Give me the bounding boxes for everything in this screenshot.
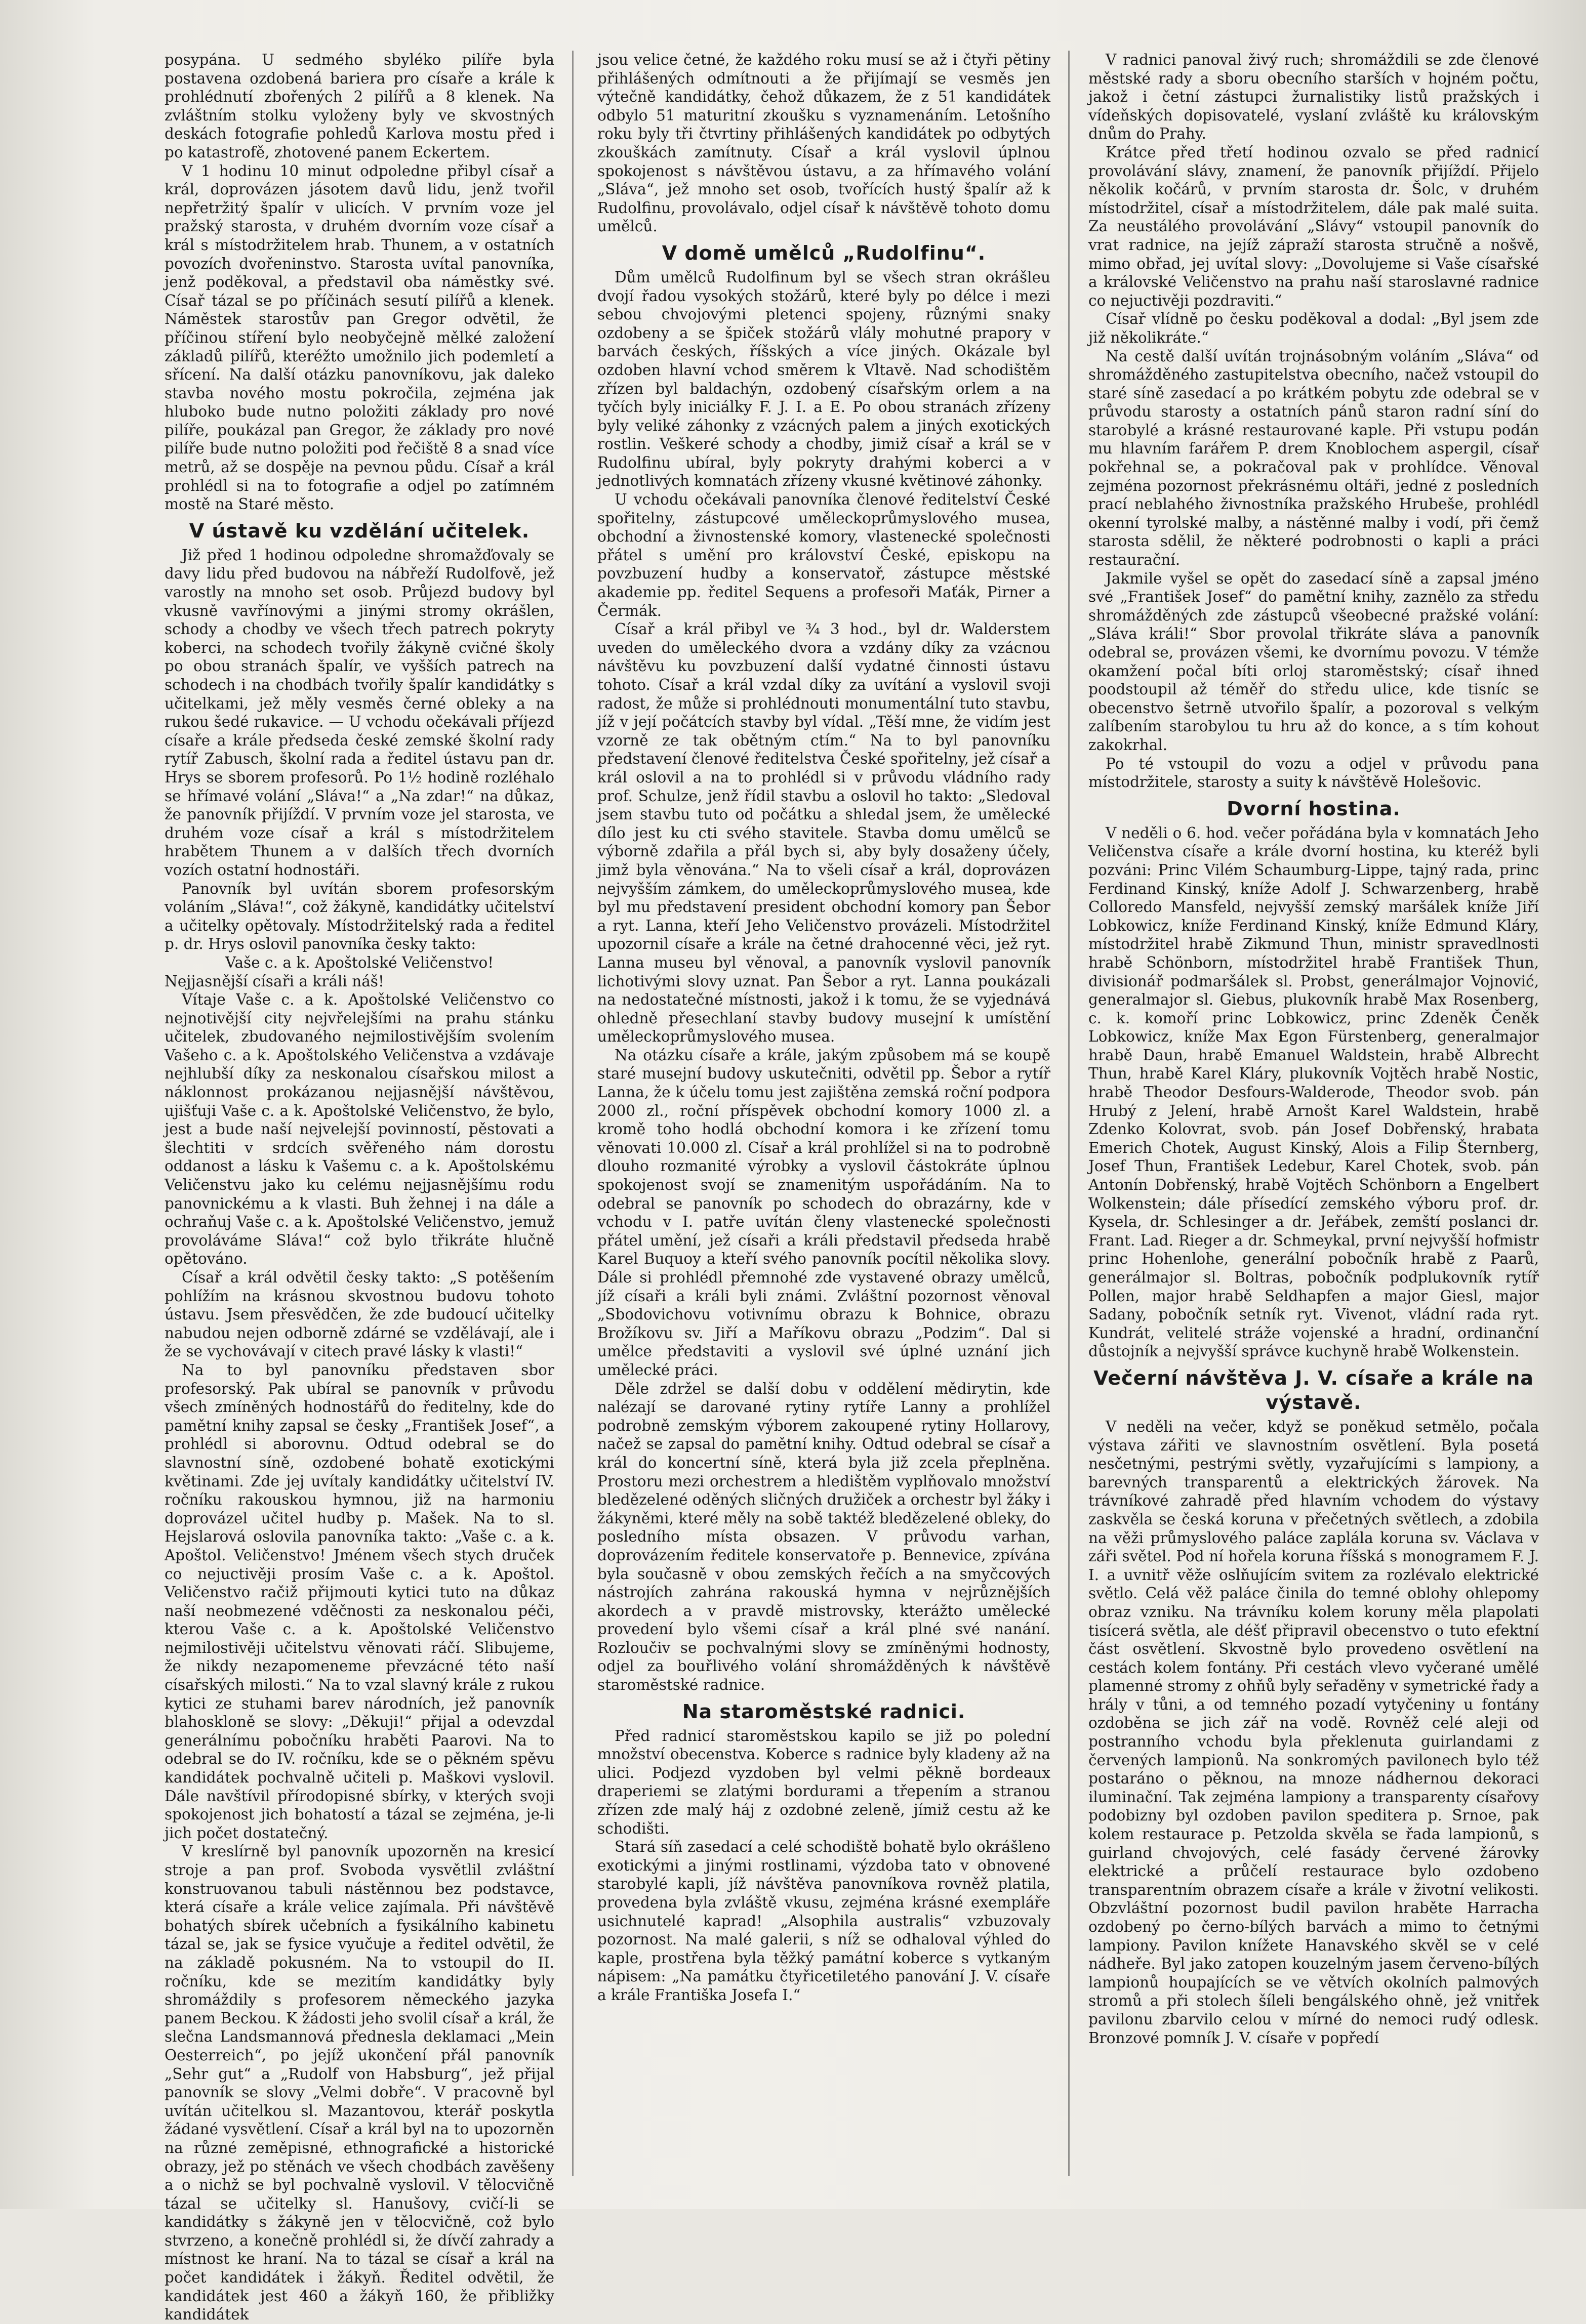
section-heading: V ústavě ku vzdělání učitelek. [189, 519, 530, 542]
section-heading: Večerní návštěva J. V. císaře a krále na výstavě. [1093, 1366, 1534, 1414]
paragraph: Vítaje Vaše c. a k. Apoštolské Veličenstvo co nejnotivější city nejvřelejšími na prahu stánku učitelek, zbudovaného nejmilostivějším svolením Vašeho c. a k. Apoštolského Veličenstva a vzdávaje nejhlubší díky za neskonalou císařskou milost a náklonnost prokázanou nejjasnější návštěvou, ujišťuji Vaše c. a k. Apoštolské Veličenstvo, že bylo, jest a bude naší nejvelejší povinností, pěstovati a šlechtiti v srdcích svěřeného nám dorostu oddanost a lásku k Vašemu c. a k. Apoštolskému Veličenstvu jako ku celému nejjasnějšímu rodu panovnickému a k vlasti. Buh žehnej i na dále a ochraňuj Vaše c. a k. Apoštolské Veličenstvo, jemuž provoláváme Sláva!“ což bylo třikráte hlučně opětováno. [165, 991, 554, 1268]
paragraph: Již před 1 hodinou odpoledne shromažďovaly se davy lidu před budovou na nábřeží Rudolfově, jež varostly na mnoho set osob. Průjezd budovy byl vkusně vavřínovými a jinými stromy okrášlen, schody a chodby ve všech třech patrech pokryty koberci, na schodech tvořily žákyně cvičné školy po obou stranách špalír, ve vyšších patrech na schodech i na chodbách tvořily špalír kandidátky s učitelkami, jež měly vesměs černé obleky a na rukou šedé rukavice. — U vchodu očekávali příjezd císaře a krále předseda české zemské školní rady rytíř Zabusch, školní rada a ředitel ústavu pan dr. Hrys se sborem profesorů. Po 1½ hodině rozléhalo se hřímavé volání „Sláva!“ a „Na zdar!“ na důkaz, že panovník přijíždí. V prvním voze jel starosta, ve druhém voze císař a král s místodržitelem hrabětem Thunem a v dalších třech dvorních vozích ostatní hodnostáři. [165, 546, 554, 879]
paragraph: Jakmile vyšel se opět do zasedací síně a zapsal jméno své „František Josef“ do pamětní knihy, zaznělo za středu shromážděných zde zástupců všeobecné pražské volání: „Sláva králi!“ Sbor provolal třikráte sláva a panovník odebral se, provázen všemi, ke dvornímu povozu. V témže okamžení počal bíti orloj staroměstský; císař ihned poodstoupil až téměř do středu ulice, kde tisníc se obecenstvo šetrně utvořilo špalír, a pozoroval s velkým zalíbením starobylou tu hru až do konce, a s tím kohout zakokrhal. [1088, 569, 1539, 754]
column-rule [572, 51, 574, 2176]
paragraph: V kreslírně byl panovník upozorněn na kresicí stroje a pan prof. Svoboda vysvětlil zvláštní konstruovanou tabuli nástěnnou bez podstavce, která císaře a krále velice zajímala. Při návštěvě bohatých sbírek učebních a fysikálního kabinetu tázal se, jak se fysice vyučuje a ředitel odvětil, že na základě pokusném. Na to vstoupil do II. ročníku, kde se mezitím kandidátky byly shromáždily s profesorem německého jazyka panem Beckou. K žádosti jeho svolil císař a král, že slečna Landsmannová přednesla deklamaci „Mein Oesterreich“, po jejíž ukončení přál panovník „Sehr gut“ a „Rudolf von Habsburg“, jež přijal panovník se slovy „Velmi dobře“. V pracovně byl uvítán učitelkou sl. Mazantovou, kterář poskytla žádané vysvětlení. Císař a král byl na to upozorněn na různé zeměpisné, ethnografické a historické obrazy, jež po stěnách ve všech chodbách zavěšeny a o nichž se byl pochvalně vyslovil. V tělocvičně tázal se učitelky sl. Hanušovy, cvičí-li se kandidátky s žákyně jen v tělocvičně, což bylo stvrzeno, a konečně prohlédl si, že dívčí zahrady a místnost ke hraní. Na to tázal se císař a král na počet kandidátek i žákyň. Ředitel odvětil, že kandidátek jest 460 a žákyň 160, že přibližky kandidátek [165, 1843, 554, 2323]
paragraph: posypána. U sedmého sbyléko pilíře byla postavena ozdobená bariera pro císaře a krále k prohlédnutí zbořených 2 pilířů a 8 klenek. Na zvláštním stolku vyloženy byly ve skvostných deskách fotografie pohledů Karlova mostu před i po katastrofě, zhotovené panem Eckertem. [165, 51, 554, 161]
paragraph: V neděli o 6. hod. večer pořádána byla v komnatách Jeho Veličenstva císaře a krále dvorní hostina, ku kteréž byli pozváni: Princ Vilém Schaumburg-Lippe, tajný rada, princ Ferdinand Kinský, kníže Adolf J. Schwarzenberg, hrabě Colloredo Mansfeld, nejvyšší zemský maršálek kníže Jiří Lobkowicz, kníže Ferdinand Kinský, kníže Edmund Kláry, místodržitel hrabě Zikmund Thun, ministr spravedlnosti hrabě Schönborn, místodržitel hrabě František Thun, divisionář podmaršálek sl. Probst, generálmajor Vojnović, generalmajor sl. Giebus, plukovník hrabě Max Rosenberg, c. k. komoří princ Lobkowicz, princ Zdeněk Čeněk Lobkowicz, kníže Max Egon Fürstenberg, generalmajor hrabě Daun, hrabě Emanuel Waldstein, hrabě Albrecht Thun, hrabě Karel Kláry, plukovník Vojtěch hrabě Nostic, hrabě Theodor Desfours-Walderode, Theodor svob. pán Hrubý z Jelení, hrabě Arnošt Karel Waldstein, hrabě Zdenko Kolovrat, svob. pán Josef Dobřenský, hrabata Emerich Chotek, August Kinský, Alois a Filip Šternberg, Josef Thun, František Ledebur, Karel Chotek, svob. pán Antonín Dobřenský, hrabě Vojtěch Schönborn a Engelbert Wolkenstein; dále přísedící zemského výboru prof. dr. Kysela, dr. Schlesinger a dr. Jeřábek, zemští poslanci dr. Frant. Lad. Rieger a dr. Schmeykal, první nejvyšší hofmistr princ Hohenlohe, generální pobočník hrabě z Paarů, generálmajor sl. Boltras, pobočník podplukovník rytíř Pollen, major hrabě Seldhapfen a major Giesl, major Sadany, pobočník setník ryt. Vivenot, vládní rada ryt. Kundrát, velitelé stráže vojenské a hradní, ordinanční důstojník a nejvyšší správce kuchyně hrabě Wolkenstein. [1088, 824, 1539, 1360]
paragraph: jsou velice četné, že každého roku musí se až i čtyři pětiny přihlášených odmítnouti a že přijímají se vesměs jen výtečně kandidátky, čehož důkazem, že z 51 kandidátek odbylo 51 maturitní zkoušku s vyznamenáním. Letošního roku byly tři čtvrtiny přihlášených kandidátek po odbytých zkouškách zamítnuty. Císař a král vyslovil úplnou spokojenost s návštěvou ústavu, a za hřímavého volání „Sláva“, jež mnoho set osob, tvořících hustý špalír až k Rudolfinu, provolávalo, odjel císař k návštěvě tohoto domu umělců. [597, 51, 1050, 235]
section-heading: Dvorní hostina. [1227, 797, 1401, 820]
salutation: Vaše c. a k. Apoštolské Veličenstvo! [225, 953, 494, 971]
paragraph: Po té vstoupil do vozu a odjel v průvodu pana místodržitele, starosty a suity k návštěvě Holešovic. [1088, 755, 1539, 791]
paragraph: Před radnicí staroměstskou kapilo se již po polední množství obecenstva. Koberce s radnice byly kladeny až na ulici. Podjezd vyzdoben byl velmi pěkně bordeaux draperiemi se zlatými bordurami a třepením a stranou zřízen zde malý háj z ozdobné zeleně, jímiž cestu až ke schodišti. [597, 1727, 1050, 1837]
paragraph: Stará síň zasedací a celé schodiště bohatě bylo okrášleno exotickými a jinými rostlinami, výzdoba tato v obnovené starobylé kapli, jíž návštěva panovníkova rovněž platila, provedena byla zvláště vkusu, zejména krásné exempláře usichnutelé kaprad! „Alsophila australis“ vzbuzovaly pozornost. Na malé galerii, s níž se odhaloval výhled do kaple, prostřena byla těžký památní koberce s vytkaným nápisem: „Na památku čtyřicetiletého panování J. V. císaře a krále Františka Josefa I.“ [597, 1838, 1050, 2004]
column-2 [597, 51, 1050, 2181]
paragraph: Na to byl panovníku představen sbor profesorský. Pak ubíral se panovník v průvodu všech zmíněných hodnostářů do ředitelny, kde do pamětní knihy zapsal se česky „František Josef“, a prohlédl si aborovnu. Odtud odebral se do slavnostní síně, ozdobené bohatě exotickými květinami. Zde jej uvítaly kandidátky učitelství IV. ročníku rakouskou hymnou, již na harmoniu doprovázel učitel hudby p. Mašek. Na to sl. Hejslarová oslovila panovníka takto: „Vaše c. a k. Apoštol. Veličenstvo! Jménem všech stych druček co nejuctivěji prosím Vaše c. a k. Apoštol. Veličenstvo račiž přijmouti kytici tuto na důkaz naší neobmezené vděčnosti za neskonalou péči, kterou Vaše c. a k. Apoštolské Veličenstvo nejmilostivěji učitelstvu věnovati ráčí. Slibujeme, že nikdy nezapomeneme převzácné této naší císařských milosti.“ Na to vzal slavný krále z rukou kytici ze stuhami barev národních, jež panovník blahoskloně se slovy: „Děkuji!“ přijal a odevzdal generálnímu pobočníku hraběti Paarovi. Na to odebral se do IV. ročníku, kde se o pěkném spěvu kandidátek pochvalně učiteli p. Maškovi vyslovil. Dále navštívil přírodopisné sbírky, v kterých svoji spokojenost jich bohatostí a tázal se zejména, je-li jich počet dostatečný. [165, 1361, 554, 1842]
column-rule [1068, 51, 1070, 2176]
column-1 [165, 51, 554, 2323]
paragraph: Na otázku císaře a krále, jakým způsobem má se koupě staré musejní budovy uskutečniti, odvětil pp. Šebor a rytíř Lanna, že k účelu tomu jest zajištěna zemská roční podpora 2000 zl., roční příspěvek obchodní komory 1000 zl. a kromě toho hodlá obchodní komora i ke zřízení tomu věnovati 10.000 zl. Císař a král prohlížel si na to podrobně dlouho rozmanité výrobky a vyslovil částokráte úplnou spokojenost svojí se znamenitým uspořádáním. Na to odebral se panovník po schodech do obrazárny, kde v vchodu v I. patře uvítán členy vlastenecké společnosti přátel umění, jež císaři a králi představil předseda hrabě Karel Buquoy a kteří svého panovník pocítil několika slovy. Dále si prohlédl přemnohé zde vystavené obrazy umělců, jíž císaři a králi byli známi. Zvláštní pozornost věnoval „Sbodovichovu votivnímu obrazu k Bohnice, obrazu Brožíkovu sv. Jiří a Maříkovu obrazu „Podzim“. Dal si umělce představiti a vyslovil své úplné uznání jich umělecké práci. [597, 1046, 1050, 1379]
paragraph: Dům umělců Rudolfinum byl se všech stran okrášleu dvojí řadou vysokých stožárů, které byly po délce i mezi sebou chvojovými pletenci spojeny, různými snaky ozdobeny a se špiček stožárů vlály mohutné prapory v barvách českých, říšských a více jiných. Okázale byl ozdoben hlavní vchod směrem k Vltavě. Nad schodištěm zřízen byl baldachýn, ozdobený císařským orlem a na tyčích byly iniciálky F. J. I. a E. Po obou stranách zřízeny byly veliké záhonky z vzácných palem a jiných exotických rostlin. Veškeré schody a chodby, jimiž císař a král se v Rudolfinu ubíral, byly pokryty drahými koberci a v jednotlivých komnatách zřízeny vkusné květinové záhonky. [597, 268, 1050, 490]
paragraph: Krátce před třetí hodinou ozvalo se před radnicí provolávání slávy, znamení, že panovník přijíždí. Přijelo několik kočárů, v prvním starosta dr. Šolc, v druhém místodržitel, císař a místodržitelem, dále pak malé suita. Za neustálého provolávání „Slávy“ vstoupil panovník do vrat radnice, na jejíž zápraží starosta stručně a nošvě, mimo obřad, jej uvítal slovy: „Dovolujeme si Vaše císařské a královské Veličenstvo na prahu naší staroslavné radnice co nejuctivěji pozdraviti.“ [1088, 143, 1539, 309]
paragraph: V 1 hodinu 10 minut odpoledne přibyl císař a král, doprovázen jásotem davů lidu, jenž tvořil nepřetržitý špalír v ulicích. V prvním voze jel pražský starosta, v druhém dvorním voze císař a král s místodržitelem hrab. Thunem, a v ostatních povozích dvořeninstvo. Starosta uvítal panovníka, jenž poděkoval, a představil oba náměstky své. Císař tázal se po příčinách sesutí pilířů a klenek. Náměstek starostův pan Gregor odvětil, že příčinou stíření bylo neobyčejně mělké založení základů pilířů, kteréžto umožnilo jich podemletí a sřícení. Na další otázku panovníkovu, jak daleko stavba nového mostu pokročila, zejména jak hluboko bude nutno položiti základy pro nové pilíře, poukázal pan Gregor, že základy pro nové pilíře bude nutno položiti pod řečiště 8 a snad více metrů, až se dospěje na pevnou půdu. Císař a král prohlédl si na to fotografie a odjel po zatímném mostě na Staré město. [165, 162, 554, 513]
section-heading: Na staroměstské radnici. [682, 1700, 966, 1723]
paragraph: Děle zdržel se další dobu v oddělení mědirytin, kde nalézají se darované rytiny rytíře Lanny a prohlížel podrobně zemským výborem zakoupené rytiny Hollarovy, načež se zapsal do pamětní knihy. Odtud odebral se císař a král do koncertní síně, která byla již zcela přeplněna. Prostoru mezi orchestrem a hledištěm vyplňovalo množství bledězelené oděných sličných družiček a orchestr byl žáky i žákyněmi, které měly na sobě taktéž bledězelené obleky, do posledního místa obsazen. V průvodu varhan, doprovázením ředitele konservatoře p. Bennevice, zpívána byla současně v obou zemských řečích a na smyčcových nástrojích zahrána rakouská hymna v nejrůznějších akordech a v pravdě mistrovsky, kterážto umělecké provedení bylo všemi císař a král plné své nanání. Rozloučiv se pochvalnými slovy se zmíněnými hodnosty, odjel za bouřlivého volání shromážděných k návštěvě staroměstské radnice. [597, 1380, 1050, 1694]
paragraph: Císař a král přibyl ve ¾ 3 hod., byl dr. Walderstem uveden do uměleckého dvora a vzdány díky za vzácnou návštěvu ku povzbuzení další vydatné činnosti ústavu tohoto. Císař a král vzdal díky za uvítání a vyslovil svoji radost, že může si prohlédnouti monumentální tuto stavbu, jíž v její počátcích stavby byl vídal. „Těší mne, že vidím jest vzorně ze tak obětným ctím.“ Na to byl panovníku představení členové ředitelstva České spořitelny, jež císař a král oslovil a na to prohlédl si v průvodu vládního rady prof. Schulze, jenž řídil stavbu a oslovil ho takto: „Sledoval jsem stavbu tuto od počátku a shledal jsem, že umělecké dílo jest ku cti svého stavitele. Stavba domu umělců se výborně zdařila a přál bych si, aby byly dosaženy účely, jimž byla věnována.“ Na to všeli císař a král, doprovázen nejvyšším zámkem, do uměleckoprůmyslového musea, kde byl mu představení president obchodní komory pan Šebor a ryt. Lanna, kteří Jeho Veličenstvo provázeli. Místodržitel upozornil císaře a krále na četné drahocenné věci, jež ryt. Lanna museu byl věnoval, a panovník vyslovil panovník lichotivými slovy uznat. Pan Šebor a ryt. Lanna poukázali na nedostatečné místnosti, jakož i k tomu, že se vyjednává ohledně přesechlaní stavby budovy musejní k umístění uměleckoprůmyslového musea. [597, 620, 1050, 1046]
paragraph: Na cestě další uvítán trojnásobným voláním „Sláva“ od shromážděného zastupitelstva obecního, načež vstoupil do staré síně zasedací a po krátkém pobytu zde odebral se v průvodu starosty a ostatních pánů staron radní síní do starobylé a krásné restaurované kaple. Při vstupu podán mu hlavním farářem P. drem Knoblochem aspergil, císař pokřehnal se, a pokračoval pak v prohlídce. Věnoval zejména pozornost překrásnému oltáři, jedné z posledních prací neblahého živnostníka pražského Hrubeše, prohlédl okenní tyrolské malby, a nástěnné malby i vodí, při čemž starosta sdělil, že některé podrobnosti o kapli a práci restaurační. [1088, 347, 1539, 569]
salutation: Nejjasnější císaři a králi náš! [165, 972, 384, 990]
paragraph: U vchodu očekávali panovníka členové ředitelství České spořitelny, zástupcové uměleckoprůmyslového musea, obchodní a živnostenské komory, vlastenecké společnosti přátel s umění pro království České, episkopu na povzbuzení hudby a konservatoř, zástupce městské akademie pp. ředitel Sequens a profesoři Maťák, Pirner a Čermák. [597, 491, 1050, 619]
paragraph: Císař vlídně po česku poděkoval a dodal: „Byl jsem zde již několikráte.“ [1088, 310, 1539, 346]
column-3 [1088, 51, 1539, 2181]
paragraph: Panovník byl uvítán sborem profesorským voláním „Sláva!“, což žákyně, kandidátky učitelství a učitelky opětovaly. Místodržitelský rada a ředitel p. dr. Hrys oslovil panovníka česky takto: [165, 880, 554, 953]
paragraph: Císař a král odvětil česky takto: „S potěšením pohlížím na krásnou skvostnou budovu tohoto ústavu. Jsem přesvědčen, že zde budoucí učitelky nabudou nejen odborně zdárné se vzdělávají, ale i že se vychovávají v citech pravé lásky k vlasti!“ [165, 1269, 554, 1360]
paragraph: V radnici panoval živý ruch; shromáždili se zde členové městské rady a sboru obecního starších v hojném počtu, jakož i četní zástupci žurnalistiky listů pražských i vídeňských dopisovatelé, vyslaní zvláště ku královským dnům do Prahy. [1088, 51, 1539, 143]
paragraph: V neděli na večer, když se poněkud setmělo, počala výstava zářiti ve slavnostním osvětlení. Byla posetá nesčetnými, pestrými světly, vyzařujícími s lampiony, a barevných transparentů a elektrických žárovek. Na trávníkové zahradě před hlavním vchodem do výstavy zaskvěla se česká koruna v přečetných světlech, a zdobila na věži průmyslového paláce zaplála koruna sv. Václava v záři světel. Pod ní hořela koruna říšská s monogramem F. J. I. a uvnitř věže oslňujícím svitem za rozlévalo elektrické světlo. Celá věž paláce činila do temné oblohy ohlepomy obraz vzniku. Na trávníku kolem koruny měla plapolati tisícerá světla, ale déšť připravil obecenstvo o tuto efektní část osvětlení. Skvostně bylo provedeno osvětlení na cestách kolem fontány. Při cestách vlevo vyčerané umělé plamenné stromy z ohňů byly seřaděny v symetrické řady a hrály v tůni, a od temného pozadí vytyčeniny u fontány ozdoběna se jich zář na vodě. Rovněž celé aleji od postranního vchodu byla překlenuta guirlandami z červených lampionů. Na sonkromých pavilonech bylo též postaráno o pěknou, na mnoze nádhernou dekoraci iluminační. Tak zejména lampiony a transparenty císařovy podobizny byl ozdoben pavilon speditera p. Srnoe, pak kolem restaurace p. Petzolda skvěla se řada lampionů, s guirland chvojových, celé fasády červené žárovky elektrické a průčelí restaurace bylo ozdobeno transparentním obrazem císaře a krále v životní velikosti. Obzvláštní pozornost budil pavilon hraběte Harracha ozdobený po černo-bílých barvách a mimo to četnými lampiony. Pavilon knížete Hanavského skvěl se v celé nádheře. Byl jako zatopen kouzelným jasem červeno-bílých lampionů houpajících se ve větvích okolních palmových stromů a při stolech šíleli bengálského ohně, jež vnitřek pavilonu zbarvilo celou v mírné do nemoci rudý odlesk. Bronzové pomník J. V. císaře v popředí [1088, 1418, 1539, 2047]
section-heading: V domě umělců „Rudolfinu“. [662, 241, 986, 264]
